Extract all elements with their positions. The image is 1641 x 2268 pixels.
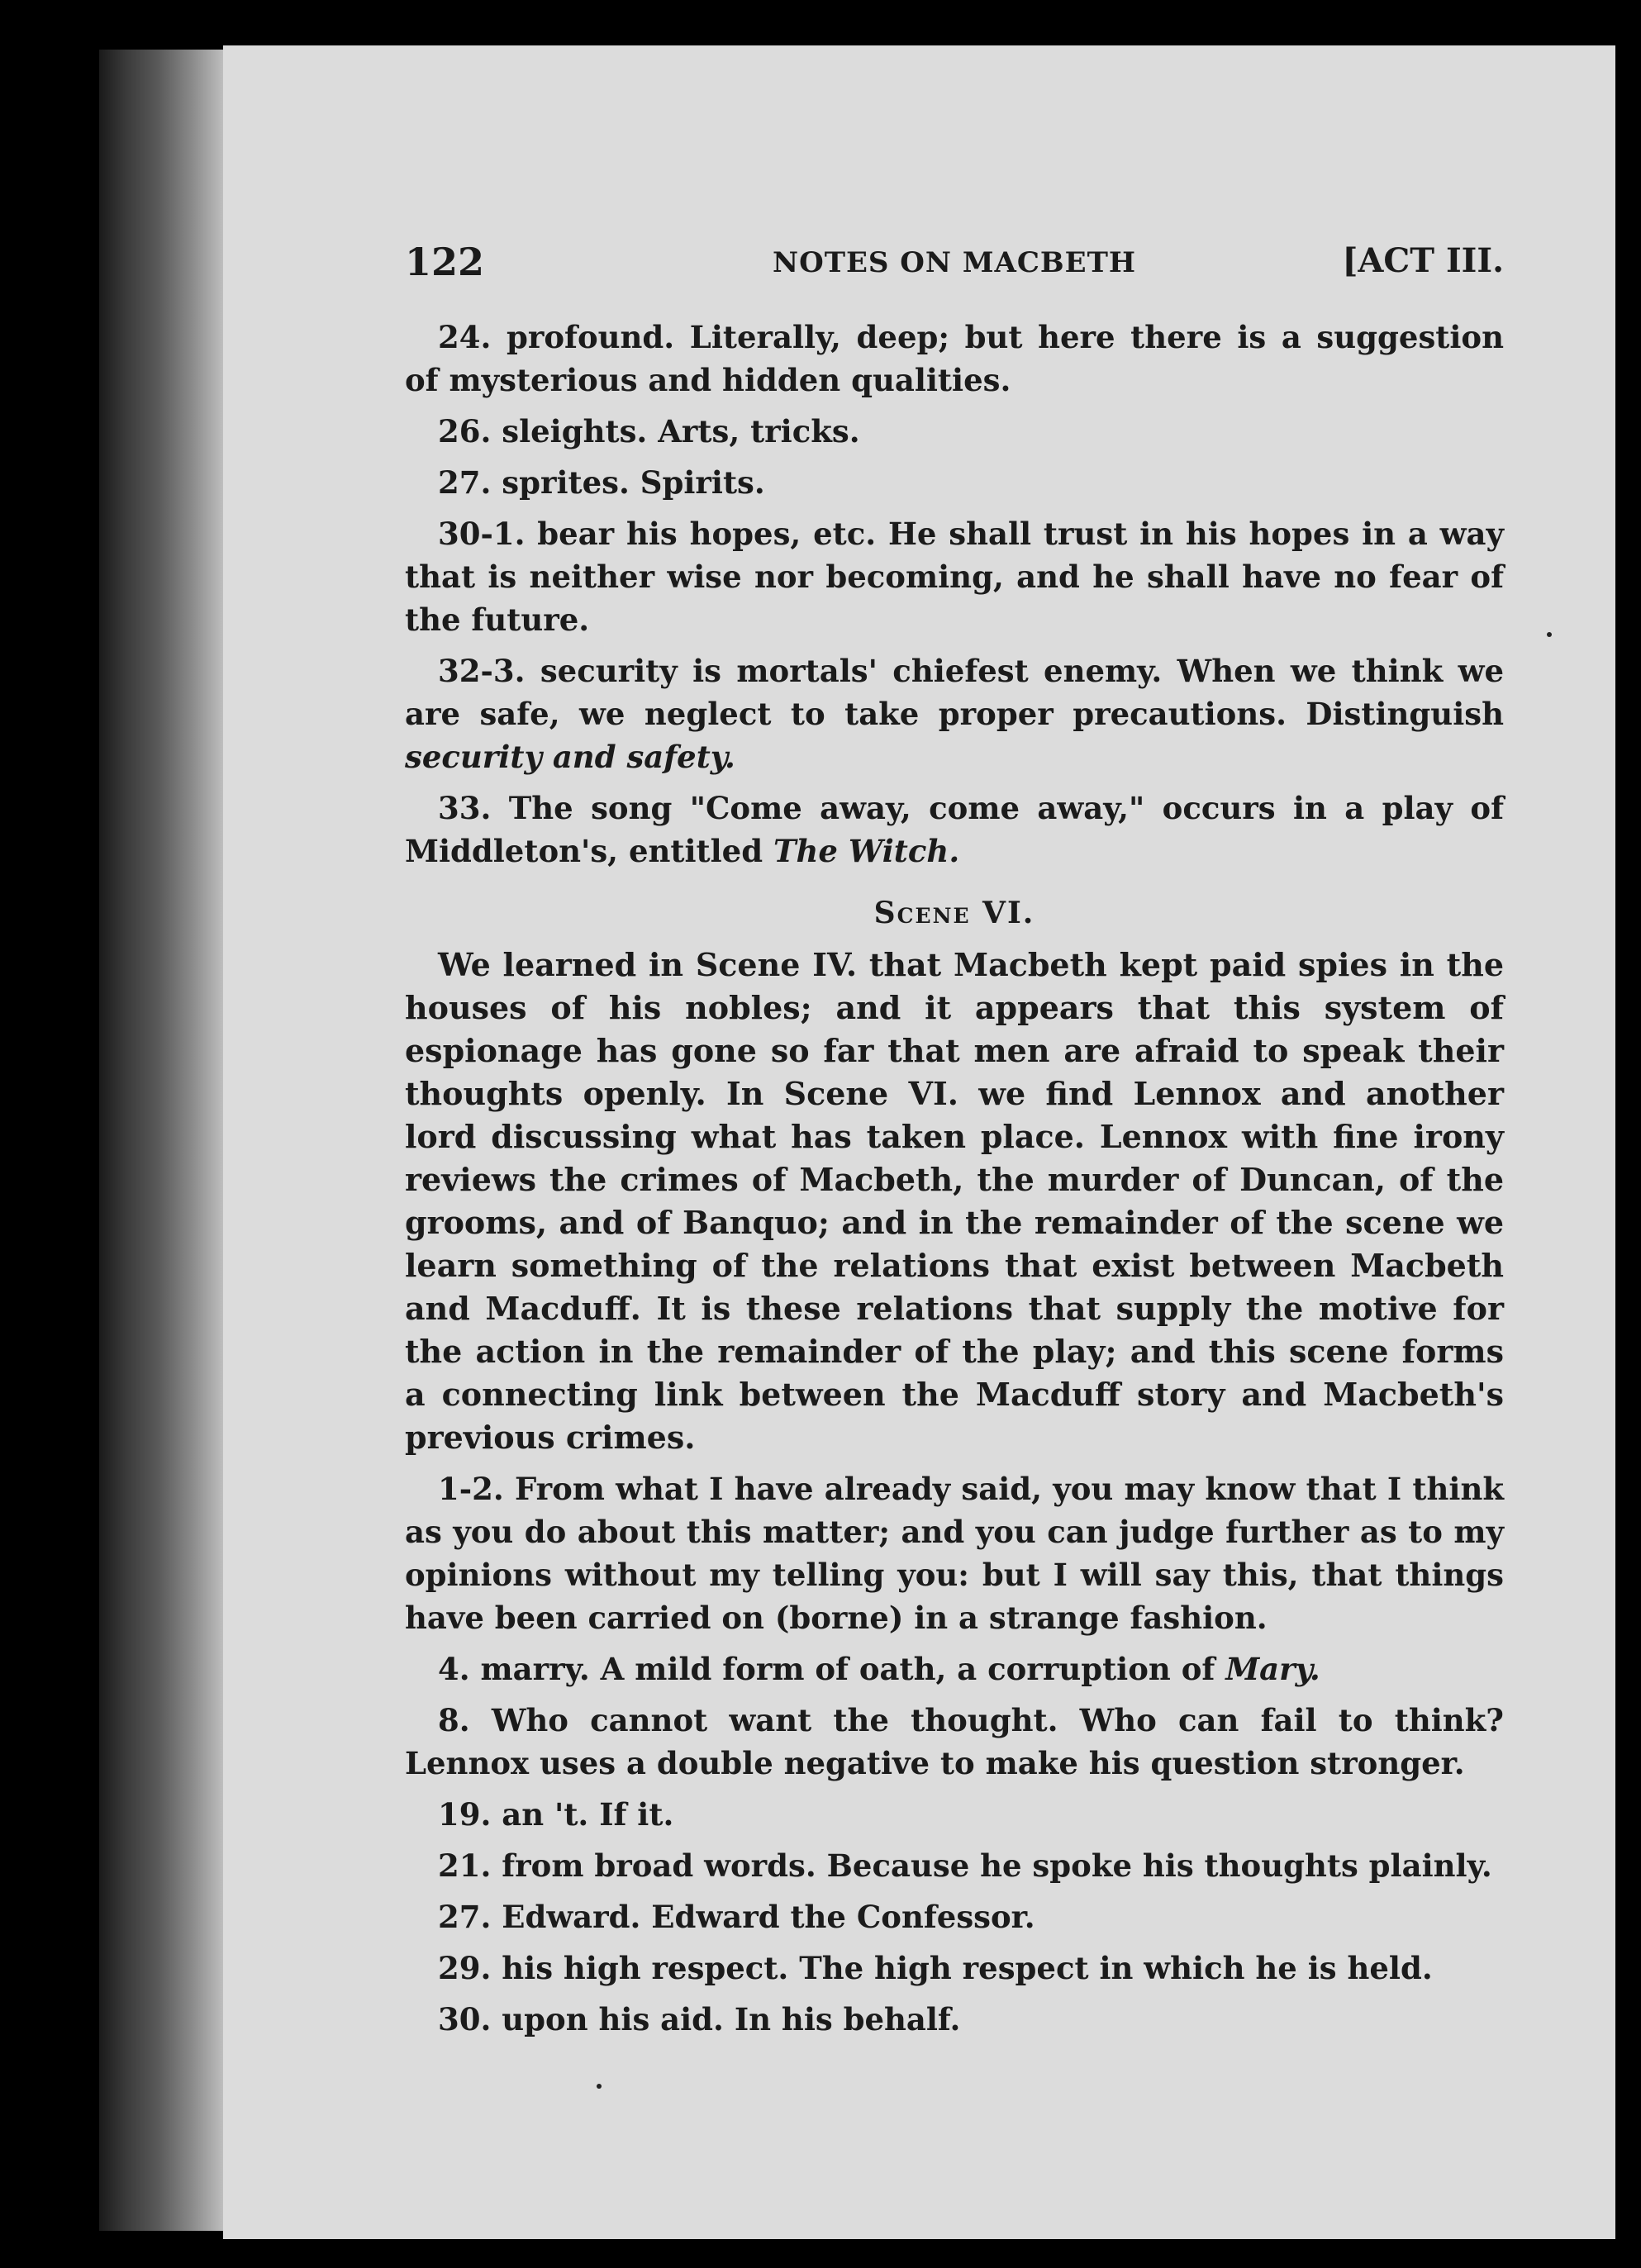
note-gloss: The high respect in which he is held. (799, 1950, 1433, 1986)
note-italic: The Witch. (773, 833, 960, 869)
note-entry (405, 1648, 1504, 1690)
note-gloss: If it. (599, 1796, 674, 1833)
page-number: 122 (405, 240, 485, 284)
note-entry (405, 410, 1504, 453)
note-gloss: Spirits. (640, 464, 765, 501)
running-head (405, 240, 1504, 289)
note-key: 27. sprites. (438, 464, 630, 501)
act-label: [ACT III. (1342, 241, 1504, 280)
note-gloss: Edward the Confessor. (651, 1899, 1035, 1935)
note-key: 32-3. security is mortals' chiefest enemy. (438, 653, 1163, 689)
note-gloss: Arts, tricks. (658, 413, 860, 449)
note-key: 4. marry. (438, 1651, 590, 1687)
note-key: 24. profound. (438, 319, 675, 355)
note-gloss: Literally, deep; but here there is a suggestion of mysterious and hidden qualities. (405, 319, 1504, 398)
note-entry (405, 1793, 1504, 1836)
note-entry (405, 1947, 1504, 1990)
note-key: 1-2. (438, 1471, 504, 1507)
note-gloss: A mild form of oath, a corruption of (600, 1651, 1215, 1687)
note-entry (405, 1844, 1504, 1887)
note-key: 21. from broad words. (438, 1847, 816, 1884)
note-entry (405, 1699, 1504, 1785)
note-key: 29. his high respect. (438, 1950, 789, 1986)
note-gloss: Because he spoke his thoughts plainly. (826, 1847, 1492, 1884)
scene-intro: We learned in Scene IV. that Macbeth kept paid spies in the houses of his nobles; and it appears that this system of espionage has gone so far that men are afraid to speak their thoughts openly. In Scene VI. we find Lennox and another lord discussing what has taken place. Lennox with fine irony reviews the crimes of Macbeth, the murder of Duncan, of the grooms, and of Banquo; and in the remainder of the scene we learn something of the relations that exist between Macbeth and Macduff. It is these relations that supply the motive for the action in the remainder of the play; and this scene forms a connecting link between the Macduff story and Macbeth's previous crimes. (405, 946, 1504, 1456)
note-entry (405, 512, 1504, 641)
dust-speck (1547, 632, 1552, 637)
note-italic: Mary. (1225, 1651, 1320, 1687)
scene-heading: Scene VI. (873, 896, 1035, 930)
note-key: 8. Who cannot want the thought. (438, 1702, 1058, 1738)
note-gloss: He shall trust in his hopes in a way that is neither wise nor becoming, and he shall have no fear of the future. (405, 516, 1504, 638)
note-gloss: In his behalf. (734, 2001, 961, 2037)
note-gloss: The song "Come away, come away," occurs in a play of Middleton's, entitled (405, 790, 1504, 869)
note-entry (405, 461, 1504, 504)
note-key: 33. (438, 790, 492, 826)
note-entry (405, 649, 1504, 778)
note-key: 30. upon his aid. (438, 2001, 724, 2037)
note-gloss: When we think we are safe, we neglect to take proper precautions. Distinguish (405, 653, 1504, 732)
note-gloss: From what I have already said, you may know that I think as you do about this matter; and you can judge further as to my opinions without my telling you: but I will say this, that things have been carried on (borne) in a strange fashion. (405, 1471, 1504, 1636)
running-title: NOTES ON MACBETH (773, 246, 1136, 279)
note-gloss: Who can fail to think? Lennox uses a double negative to make his question stronger. (405, 1702, 1504, 1781)
note-key: 30-1. bear his hopes, etc. (438, 516, 877, 552)
note-entry (405, 1998, 1504, 2041)
note-entry (405, 1467, 1504, 1639)
page-content (405, 240, 1504, 2049)
note-italic: security and safety. (405, 739, 735, 775)
note-entry (405, 316, 1504, 402)
note-key: 26. sleights. (438, 413, 648, 449)
note-key: 27. Edward. (438, 1899, 641, 1935)
note-entry (405, 1895, 1504, 1938)
book-spine-shadow (99, 50, 231, 2231)
dust-speck (597, 2084, 602, 2089)
note-key: 19. an 't. (438, 1796, 589, 1833)
note-entry (405, 787, 1504, 872)
